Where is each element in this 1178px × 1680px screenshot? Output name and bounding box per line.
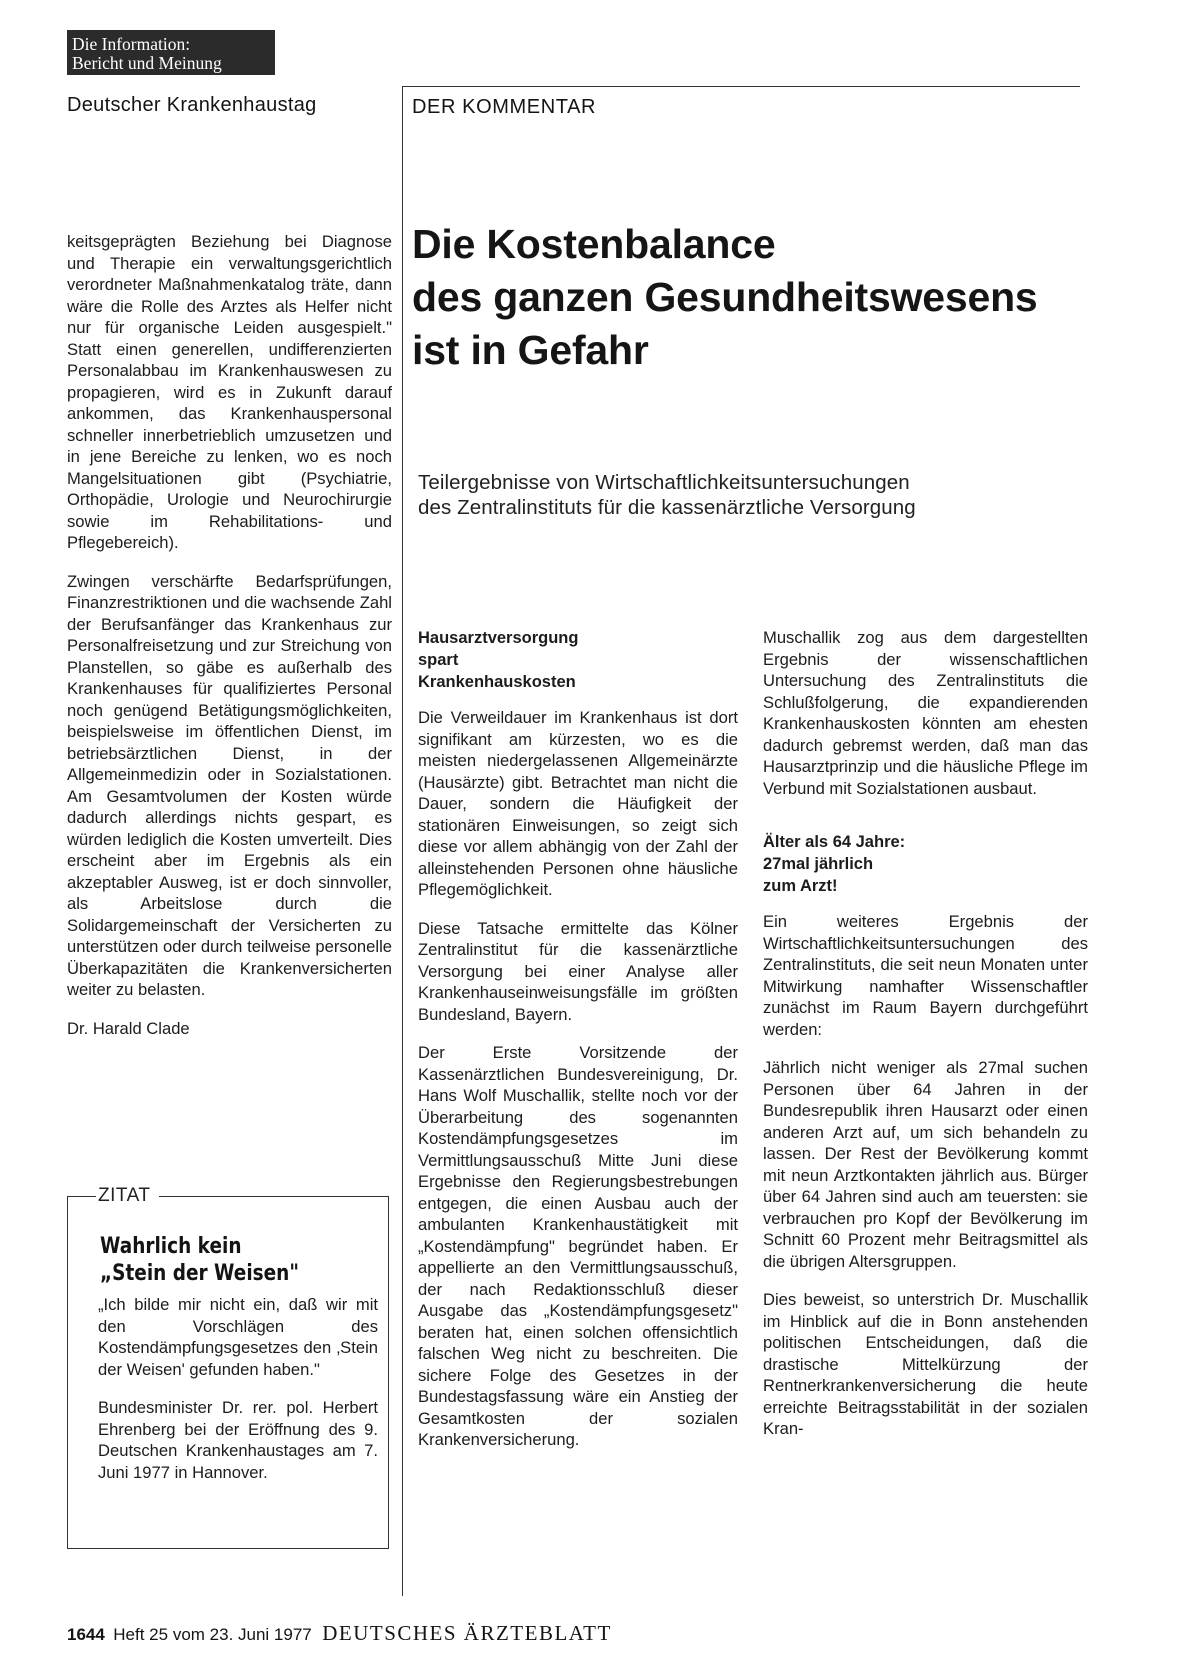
subheading-line: Krankenhauskosten <box>418 673 576 691</box>
paragraph: Muschallik zog aus dem dargestellten Ergebnis der wissenschaftlichen Untersuchung des Zentralinstituts die Schlußfolgerung, die expandierenden Krankenhauskosten könnten am ehesten dadurch gebremst werden, daß man das Hausarztprinzip und die häusliche Pflege im Verbund mit Sozialstationen ausbaut. <box>763 628 1088 798</box>
deck-line-2: des Zentralinstituts für die kassenärztliche Versorgung <box>418 496 916 519</box>
header-rule <box>402 86 1080 87</box>
paragraph: Dies beweist, so unterstrich Dr. Muschallik im Hinblick auf die in Bonn anstehenden politischen Entscheidungen, daß die drastische Mittelkürzung der Rentnerkrankenversicherung die heute erreichte Beitragsstabilität in der sozialen Kran- <box>763 1290 1088 1438</box>
subheading-line: 27mal jährlich <box>763 855 874 873</box>
article-headline <box>412 218 1112 377</box>
quote-box-title <box>100 1233 299 1287</box>
quote-source: Bundesminister Dr. rer. pol. Herbert Ehrenberg bei der Eröffnung des 9. Deutschen Krankenhaustages am 7. Juni 1977 in Hannover. <box>98 1398 378 1482</box>
quote-title-line-2: „Stein der Weisen" <box>100 1261 299 1286</box>
quote-box <box>67 1185 389 1549</box>
quote-box-label: ZITAT <box>98 1185 151 1206</box>
author-byline: Dr. Harald Clade <box>67 1018 190 1038</box>
quote-box-body <box>98 1294 378 1500</box>
badge-line-1: Die Information: <box>72 34 191 54</box>
deck-line-1: Teilergebnisse von Wirtschaftlichkeitsuntersuchungen <box>418 471 910 494</box>
subheading <box>418 627 738 693</box>
paragraph: Diese Tatsache ermittelte das Kölner Zentralinstitut für die kassenärztliche Versorgung bei einer Analyse aller Krankenhauseinweisungsfälle im größten Bundesland, Bayern. <box>418 918 738 1024</box>
headline-line-2: des ganzen Gesundheitswesens <box>412 274 1038 320</box>
column-left <box>67 231 392 1056</box>
subheading-line: Älter als 64 Jahre: <box>763 833 906 851</box>
section-label-right: DER KOMMENTAR <box>412 96 597 118</box>
quote-text: „Ich bilde mir nicht ein, daß wir mit den Vorschlägen des Kostendämpfungsgesetzes den ‚Stein der Weisen' gefunden haben." <box>98 1295 378 1379</box>
subheading <box>763 831 1088 897</box>
subheading-line: zum Arzt! <box>763 877 838 895</box>
page-footer <box>67 1621 612 1646</box>
subheading-line: spart <box>418 651 459 669</box>
headline-line-1: Die Kostenbalance <box>412 221 776 267</box>
section-badge <box>67 30 275 75</box>
quote-box-top-rule-right <box>159 1196 388 1197</box>
article-deck <box>418 470 1138 520</box>
column-right <box>763 627 1088 1457</box>
headline-line-3: ist in Gefahr <box>412 327 649 373</box>
column-divider <box>402 86 403 1596</box>
quote-title-line-1: Wahrlich kein <box>100 1234 242 1259</box>
section-label-left: Deutscher Krankenhaustag <box>67 94 317 116</box>
magazine-name: DEUTSCHES ÄRZTEBLATT <box>322 1621 612 1645</box>
quote-box-top-rule-left <box>68 1196 96 1197</box>
subheading-line: Hausarztversorgung <box>418 629 579 647</box>
paragraph: Zwingen verschärfte Bedarfsprüfungen, Finanzrestriktionen und die wachsende Zahl der Berufsanfänger das Krankenhaus zur Personalfreisetzung und zur Streichung von Planstellen, so gäbe es außerhalb des Krankenhauses für qualifiziertes Personal noch genügend Betätigungsmöglichkeiten, beispielsweise im öffentlichen Dienst, im betriebsärztlichen Dienst, in der Allgemeinmedizin oder in Sozialstationen. Am Gesamtvolumen der Kosten würde dadurch allerdings nichts gespart, es würden lediglich die Kosten umverteilt. Dies erscheint aber im Ergebnis als ein akzeptabler Ausweg, ist er doch sinnvoller, als Arbeitslose durch die Solidargemeinschaft der Versicherten zu unterstützen oder durch teilweise personelle Überkapazitäten die Krankenversicherten weiter zu belasten. <box>67 571 392 999</box>
paragraph: Jährlich nicht weniger als 27mal suchen Personen über 64 Jahren in der Bundesrepublik ihren Hausarzt oder einen anderen Arzt auf, um sich behandeln zu lassen. Der Rest der Bevölkerung kommt mit neun Arztkontakten jährlich aus. Bürger über 64 Jahren sind auch am teuersten: sie verbrauchen pro Kopf der Bevölkerung im Schnitt 60 Prozent mehr Beitragsmittel als die übrigen Altersgruppen. <box>763 1058 1088 1271</box>
paragraph: keitsgeprägten Beziehung bei Diagnose und Therapie ein verwaltungsgerichtlich verordneter Maßnahmenkatalog träte, dann wäre die Rolle des Arztes als Helfer nicht nur für organische Leiden ausgespielt." Statt einen generellen, undifferenzierten Personalabbau im Krankenhauswesen zu propagieren, wird es in Zukunft darauf ankommen, das Krankenhauspersonal schneller innerbetrieblich umzusetzen und in jene Bereiche zu lenken, wo es noch Mangelsituationen gibt (Psychiatrie, Orthopädie, Urologie und Neurochirurgie sowie im Rehabilitations- und Pflegebereich). <box>67 232 392 552</box>
column-middle <box>418 627 738 1468</box>
paragraph: Der Erste Vorsitzende der Kassenärztlichen Bundesvereinigung, Dr. Hans Wolf Muschallik, stellte noch vor der Überarbeitung des sogenannten Kostendämpfungsgesetzes im Vermittlungsausschuß Mitte Juni diese Ergebnisse den Regierungsbestrebungen entgegen, die einen Ausbau auch der ambulanten Krankenhaustätigkeit mit „Kostendämpfung" begründet haben. Er appellierte an den Vermittlungsausschuß, der nach Redaktionsschluß dieser Ausgabe das „Kostendämpfungsgesetz" beraten hat, einen solchen offensichtlich falschen Weg nicht zu beschreiten. Die sichere Folge des Gesetzes in der Bundestagsfassung wäre ein Anstieg der Gesamtkosten der sozialen Krankenversicherung. <box>418 1043 738 1449</box>
paragraph: Ein weiteres Ergebnis der Wirtschaftlichkeitsuntersuchungen des Zentralinstituts, die seit neun Monaten unter Mitwirkung namhafter Wissenschaftler zunächst im Raum Bayern durchgeführt werden: <box>763 912 1088 1039</box>
badge-line-2: Bericht und Meinung <box>72 53 222 73</box>
issue-info: Heft 25 vom 23. Juni 1977 <box>113 1625 312 1644</box>
page-number: 1644 <box>67 1625 105 1644</box>
paragraph: Die Verweildauer im Krankenhaus ist dort signifikant am kürzesten, wo es die meisten niedergelassenen Allgemeinärzte (Hausärzte) gibt. Betrachtet man nicht die Dauer, sondern die Häufigkeit der stationären Einweisungen, so zeigt sich diese vor allem abhängig von der Zahl der alleinstehenden Personen ohne häusliche Pflegemöglichkeit. <box>418 708 738 899</box>
